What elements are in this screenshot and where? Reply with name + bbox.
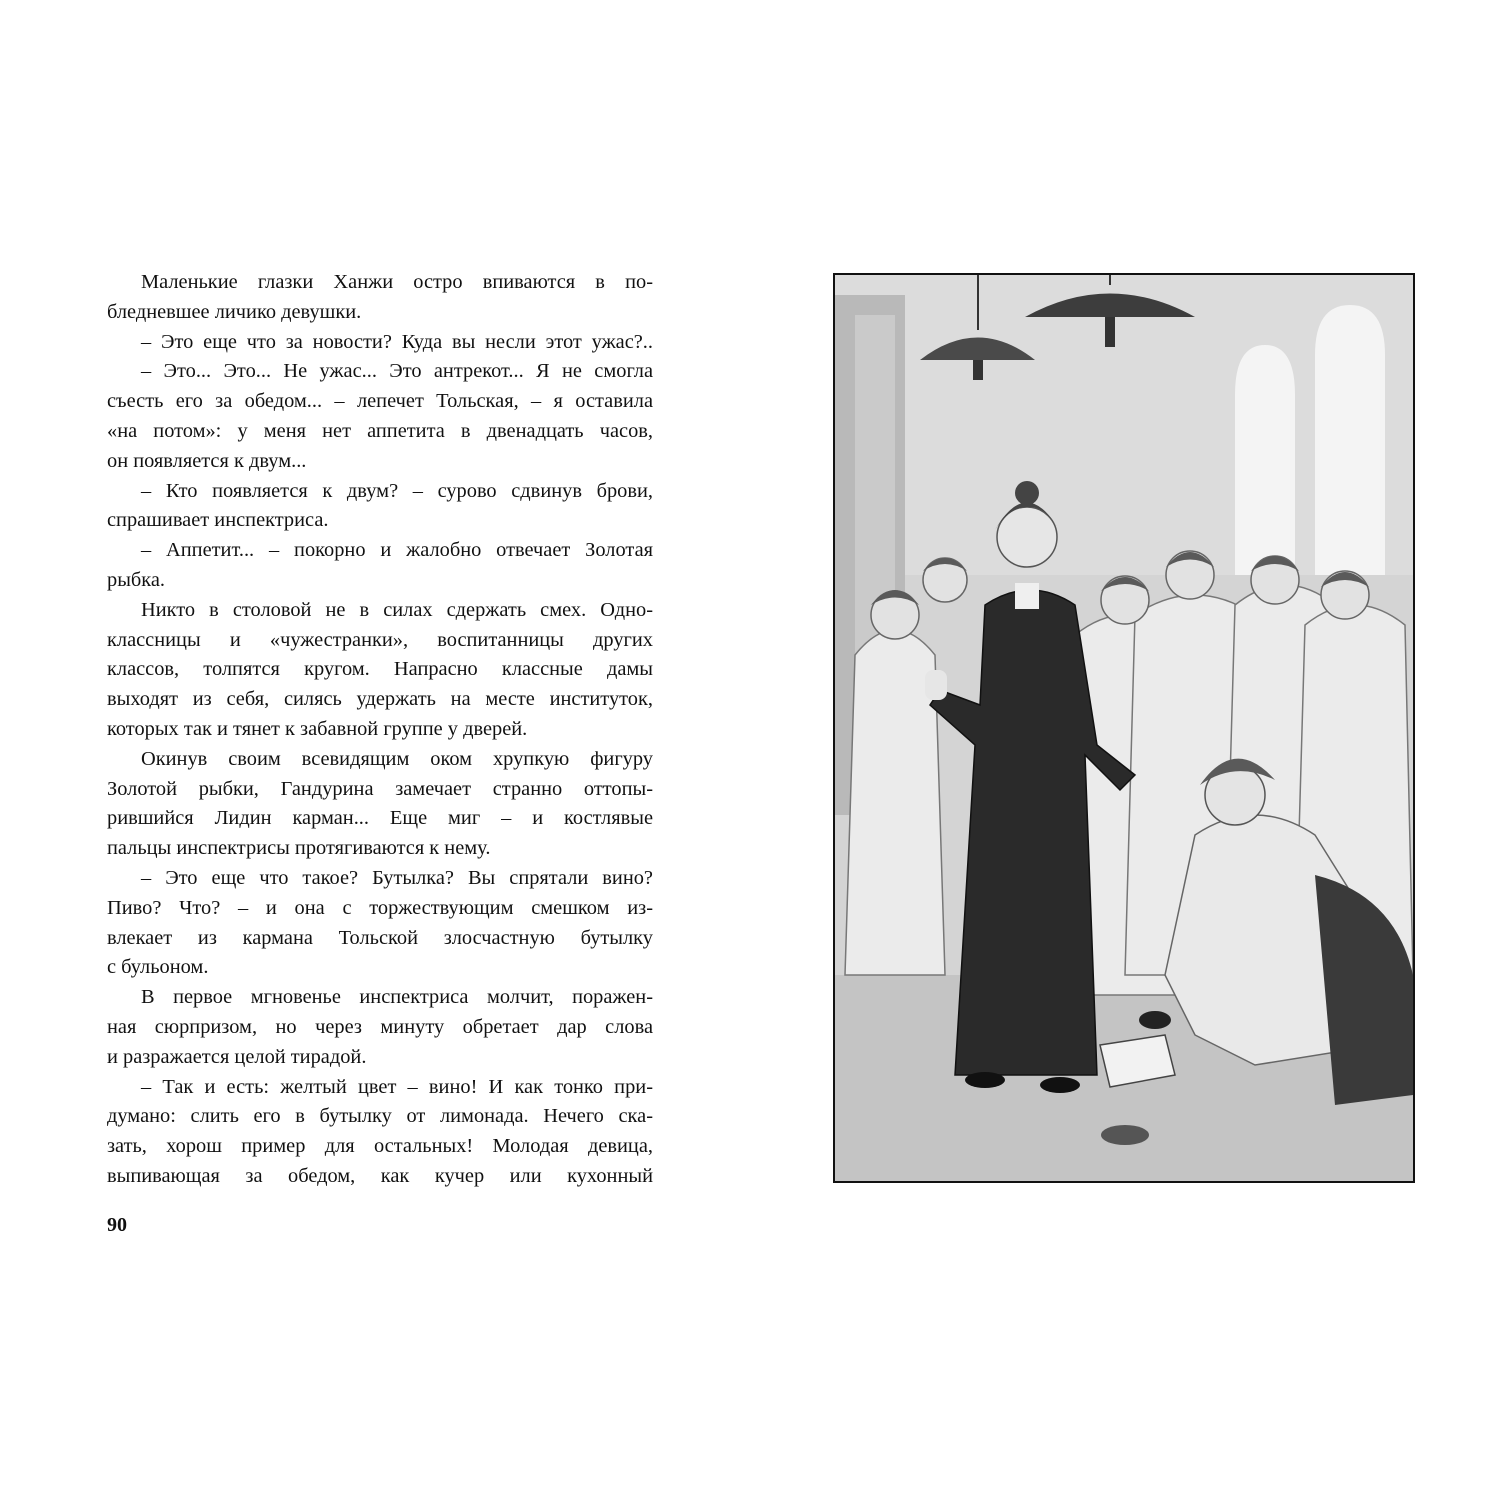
text-line: выходят из себя, силясь удержать на месте институток, (107, 688, 653, 711)
text-line: спрашивает инспектриса. (107, 509, 329, 532)
text-line: Окинув своим всевидящим оком хрупкую фигуру (141, 747, 653, 770)
text-line: Золотой рыбки, Гандурина замечает странно оттопы- (107, 777, 653, 800)
page-number: 90 (107, 1214, 127, 1236)
text-line: он появляется к двум... (107, 449, 307, 472)
text-line: – Это... Это... Не ужас... Это антрекот... Я не смогла (141, 360, 653, 383)
text-line: В первое мгновенье инспектриса молчит, поражен- (141, 986, 653, 1009)
text-line: – Это еще что за новости? Куда вы несли этот ужас?.. (141, 330, 653, 353)
illustration-drawing (835, 275, 1413, 1181)
text-line: «на потом»: у меня нет аппетита в двенадцать часов, (107, 419, 653, 442)
text-line: съесть его за обедом... – лепечет Тольская, – я оставила (107, 390, 653, 413)
text-line: рыбка. (107, 568, 166, 591)
text-line: Пиво? Что? – и она с торжествующим смешком из- (107, 896, 653, 919)
text-line: – Так и есть: желтый цвет – вино! И как тонко при- (141, 1075, 653, 1098)
text-line: зать, хорош пример для остальных! Молодая девица, (107, 1135, 653, 1158)
text-line: думано: слить его в бутылку от лимонада. Нечего ска- (107, 1105, 653, 1128)
body-text (107, 268, 653, 1192)
text-line: ная сюрпризом, но через минуту обретает дар слова (107, 1015, 653, 1038)
text-line: которых так и тянет к забавной группе у дверей. (107, 717, 528, 740)
text-line: влекает из кармана Тольской злосчастную бутылку (107, 926, 653, 949)
text-line: классов, толпятся кругом. Напрасно классные дамы (107, 658, 653, 681)
text-line: пальцы инспектрисы протягиваются к нему. (107, 837, 491, 860)
text-line: с бульоном. (107, 956, 209, 979)
text-line: Никто в столовой не в силах сдержать смех. Одно- (141, 598, 653, 621)
text-line: рившийся Лидин карман... Еще миг – и костлявые (107, 807, 653, 830)
text-line: классницы и «чужестранки», воспитанницы других (107, 628, 653, 651)
text-line: – Это еще что такое? Бутылка? Вы спрятали вино? (141, 866, 653, 889)
text-line: – Кто появляется к двум? – сурово сдвинув брови, (141, 479, 653, 502)
text-line: выпивающая за обедом, как кучер или кухонный (107, 1164, 653, 1187)
text-line: бледневшее личико девушки. (107, 300, 362, 323)
text-line: и разражается целой тирадой. (107, 1045, 367, 1068)
text-line: – Аппетит... – покорно и жалобно отвечает Золотая (141, 539, 653, 562)
text-line: Маленькие глазки Ханжи остро впиваются в по- (141, 271, 653, 293)
book-illustration (833, 273, 1415, 1183)
